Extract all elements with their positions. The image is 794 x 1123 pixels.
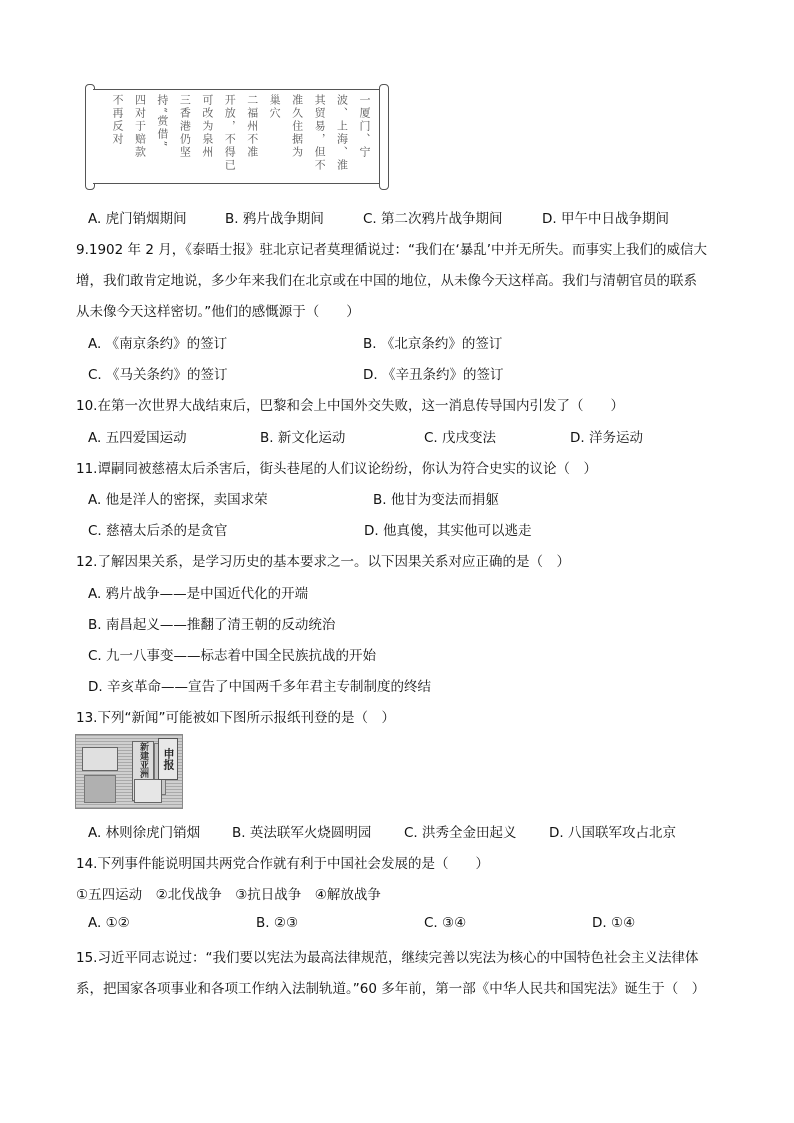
q8-option-a[interactable]: A. 虎门销烟期间	[88, 211, 187, 227]
treaty-scroll-image	[84, 84, 390, 188]
q8-option-d[interactable]: D. 甲午中日战争期间	[542, 211, 669, 227]
newspaper-block	[84, 775, 116, 803]
newspaper-image	[75, 734, 183, 809]
q14-option-a[interactable]: A. ①②	[88, 915, 130, 931]
q14-option-c[interactable]: C. ③④	[424, 915, 467, 931]
scroll-column: 三香港仍坚	[178, 94, 192, 159]
q12-option-c[interactable]: C. 九一八事变——标志着中国全民族抗战的开始	[88, 648, 377, 664]
q13-option-d[interactable]: D. 八国联军攻占北京	[549, 825, 676, 841]
scroll-column: 开放，不得已	[223, 94, 237, 172]
q9-text-line: 增，我们敢肯定地说，多少年来我们在北京或在中国的地位，从未像今天这样高。我们与清朝官员的联系	[76, 273, 697, 289]
q10-text: 10.在第一次世界大战结束后，巴黎和会上中国外交失败，这一消息传导国内引发了（ ）	[76, 398, 624, 414]
q10-option-d[interactable]: D. 洋务运动	[570, 430, 643, 446]
scroll-column: 其贸易，但不	[313, 94, 327, 172]
scroll-column: 二福州不准	[245, 94, 259, 159]
q9-option-d[interactable]: D. 《辛丑条约》的签订	[363, 367, 504, 383]
newspaper-headline: 新建亚洲	[132, 741, 154, 801]
q10-option-c[interactable]: C. 戊戌变法	[424, 430, 497, 446]
q9-option-c[interactable]: C. 《马关条约》的签订	[88, 367, 228, 383]
q15-text-line: 15.习近平同志说过：“我们要以宪法为最高法律规范，继续完善以宪法为核心的中国特色社会主义法律体	[76, 950, 699, 966]
scroll-column: 波、上海、淮	[335, 94, 349, 172]
scroll-column: 持“赏借”	[155, 94, 169, 149]
q10-option-b[interactable]: B. 新文化运动	[260, 430, 346, 446]
newspaper-block	[82, 747, 118, 771]
scroll-column: 四对于赔款	[133, 94, 147, 159]
q15-text-line: 系，把国家各项事业和各项工作纳入法制轨道。”60 多年前，第一部《中华人民共和国宪法》诞生于（ ）	[76, 981, 706, 997]
newspaper-masthead: 申报	[158, 738, 178, 780]
q12-option-d[interactable]: D. 辛亥革命——宣告了中国两千多年君主专制制度的终结	[88, 679, 431, 695]
q11-option-c[interactable]: C. 慈禧太后杀的是贪官	[88, 523, 228, 539]
q12-option-a[interactable]: A. 鸦片战争——是中国近代化的开端	[88, 586, 309, 602]
q12-text: 12.了解因果关系，是学习历史的基本要求之一。以下因果关系对应正确的是（ ）	[76, 554, 570, 570]
scroll-column: 一厦门、宁	[357, 94, 371, 159]
scroll-column: 不再反对	[111, 94, 124, 146]
q10-option-a[interactable]: A. 五四爱国运动	[88, 430, 187, 446]
q13-text: 13.下列“新闻”可能被如下图所示报纸刊登的是（ ）	[76, 710, 395, 726]
q13-option-c[interactable]: C. 洪秀全金田起义	[404, 825, 517, 841]
q9-text-line: 9.1902 年 2 月，《泰晤士报》驻北京记者莫理循说过：“我们在‘暴乱’中并无所失。而事实上我们的威信大	[76, 242, 708, 258]
q14-items: ①五四运动 ②北伐战争 ③抗日战争 ④解放战争	[76, 887, 381, 903]
q12-option-b[interactable]: B. 南昌起义——推翻了清王朝的反动统治	[88, 617, 336, 633]
q11-option-a[interactable]: A. 他是洋人的密探，卖国求荣	[88, 492, 268, 508]
q9-text-line: 从未像今天这样密切。”他们的感慨源于（ ）	[76, 304, 360, 320]
q14-option-d[interactable]: D. ①④	[592, 915, 636, 931]
q8-option-c[interactable]: C. 第二次鸦片战争期间	[363, 211, 503, 227]
scroll-text-columns	[112, 94, 370, 180]
scroll-column: 准久住据为	[290, 94, 304, 159]
newspaper-block	[134, 779, 162, 803]
q9-option-a[interactable]: A. 《南京条约》的签订	[88, 336, 228, 352]
scroll-column: 可改为泉州	[200, 94, 214, 159]
q11-text: 11.谭嗣同被慈禧太后杀害后，街头巷尾的人们议论纷纷，你认为符合史实的议论（ ）	[76, 461, 597, 477]
q8-option-b[interactable]: B. 鸦片战争期间	[225, 211, 324, 227]
q14-text: 14.下列事件能说明国共两党合作就有利于中国社会发展的是（ ）	[76, 856, 489, 872]
q11-option-b[interactable]: B. 他甘为变法而捐躯	[373, 492, 499, 508]
scroll-right-roller	[379, 84, 389, 190]
q9-option-b[interactable]: B. 《北京条约》的签订	[363, 336, 503, 352]
q11-option-d[interactable]: D. 他真傻，其实他可以逃走	[364, 523, 532, 539]
q13-option-a[interactable]: A. 林则徐虎门销烟	[88, 825, 201, 841]
q14-option-b[interactable]: B. ②③	[256, 915, 299, 931]
q13-option-b[interactable]: B. 英法联军火烧圆明园	[232, 825, 372, 841]
scroll-column: 巢穴	[268, 94, 282, 120]
